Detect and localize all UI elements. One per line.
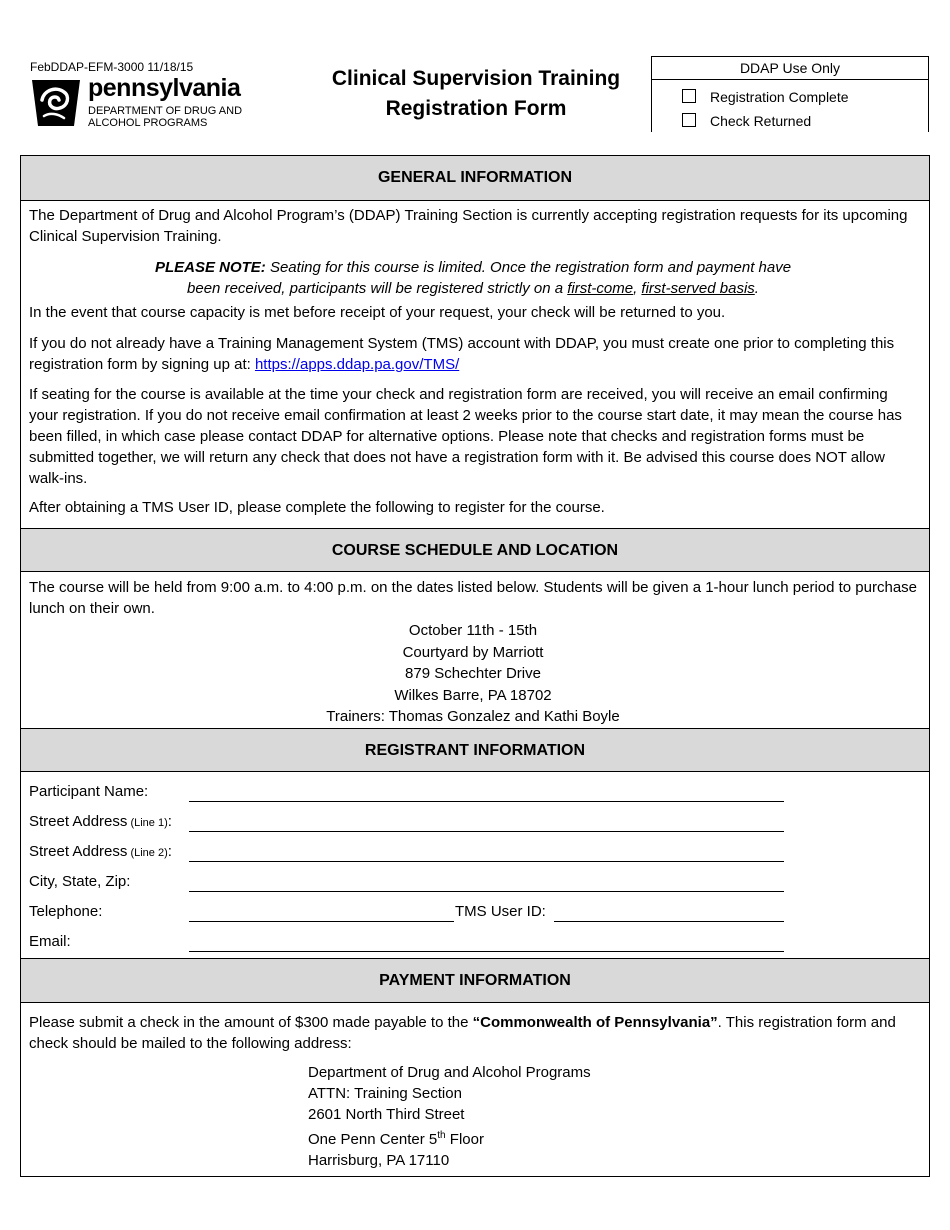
- logo-dept-line1: DEPARTMENT OF DRUG AND: [88, 105, 243, 117]
- address-line3: 2601 North Third Street: [308, 1106, 465, 1123]
- registration-complete-option[interactable]: [682, 89, 849, 105]
- form-title: [320, 64, 632, 124]
- please-note-line1: Seating for this course is limited. Once the registration form and payment have: [265, 259, 792, 276]
- schedule-trainers: Trainers: Thomas Gonzalez and Kathi Boyle: [326, 708, 620, 725]
- form-body: [20, 155, 930, 1177]
- schedule-dates: October 11th - 15th: [408, 622, 538, 639]
- check-returned-checkbox[interactable]: [682, 113, 696, 127]
- street1-label-text: Street Address: [29, 813, 128, 830]
- street2-field[interactable]: [189, 861, 784, 862]
- address-line4-text: One Penn Center 5: [308, 1131, 438, 1148]
- check-returned-label: Check Returned: [710, 113, 812, 129]
- tms-signup-link[interactable]: https://apps.ddap.pa.gov/TMS/: [254, 356, 460, 373]
- form-title-line2: Registration Form: [385, 97, 567, 120]
- general-para-intro: The Department of Drug and Alcohol Program’s (DDAP) Training Section is currently accepting registration requests for its upcoming Clinical Supervision Training.: [29, 207, 908, 245]
- tms-user-id-field[interactable]: [554, 921, 784, 922]
- street1-line-note: (Line 1): [127, 817, 168, 829]
- general-para-tms: [29, 333, 917, 375]
- ordinal-suffix: th: [437, 1130, 446, 1141]
- schedule-street: 879 Schechter Drive: [405, 665, 541, 682]
- please-note-line2: been received, participants will be registered strictly on a: [187, 280, 568, 297]
- ddap-use-only-box: [651, 56, 929, 132]
- registrant-heading: REGISTRANT INFORMATION: [21, 728, 929, 772]
- pa-logo: [30, 74, 245, 130]
- schedule-para: The course will be held from 9:00 a.m. to 4:00 p.m. on the dates listed below. Students will be given a 1-hour lunch period to purchase lunch on their own.: [29, 579, 918, 617]
- form-id: FebDDAP-EFM-3000 11/18/15: [30, 60, 194, 74]
- please-note: [29, 257, 917, 299]
- city-state-zip-field[interactable]: [189, 891, 784, 892]
- first-served-text: first-served basis: [641, 280, 755, 297]
- address-line5: Harrisburg, PA 17110: [308, 1152, 450, 1169]
- street1-colon: :: [167, 813, 172, 830]
- logo-wordmark: pennsylvania: [88, 74, 241, 102]
- logo-dept-line2: ALCOHOL PROGRAMS: [88, 117, 208, 129]
- ddap-box-title: DDAP Use Only: [652, 57, 928, 80]
- payment-heading: PAYMENT INFORMATION: [21, 958, 929, 1003]
- please-note-label: PLEASE NOTE:: [154, 259, 266, 276]
- general-para-confirmation: If seating for the course is available at the time your check and registration form are received, you will receive an email confirming your registration. If you do not receive email confirmation at least 2 weeks prior to the course start date, it may mean the course has been filled, in which case please contact DDAP for alternative options. Please note that checks and registration forms must be submitted together, we will return any check that does not have a registration form with it. Be advised this course does NOT allow walk-ins.: [29, 386, 902, 487]
- payment-instructions-end: . This registration form and check should be mailed to the following address:: [29, 1014, 896, 1052]
- street2-label: [29, 843, 172, 860]
- participant-name-field[interactable]: [189, 801, 784, 802]
- street2-colon: :: [167, 843, 172, 860]
- payee-name: “Commonwealth of Pennsylvania”: [472, 1014, 718, 1031]
- general-para-capacity: In the event that course capacity is met before receipt of your request, your check will be returned to you.: [29, 304, 726, 321]
- comma: ,: [633, 280, 642, 297]
- email-label: Email:: [29, 933, 71, 950]
- payment-para: [29, 1012, 917, 1054]
- email-field[interactable]: [189, 951, 784, 952]
- street2-line-note: (Line 2): [127, 847, 168, 859]
- street2-label-text: Street Address: [29, 843, 128, 860]
- general-para-next-step: After obtaining a TMS User ID, please complete the following to register for the course.: [29, 499, 605, 516]
- logo-department: [88, 105, 242, 129]
- form-title-line1: Clinical Supervision Training: [331, 67, 621, 90]
- address-line1: Department of Drug and Alcohol Programs: [308, 1064, 591, 1081]
- registration-complete-checkbox[interactable]: [682, 89, 696, 103]
- first-come-text: first-come: [567, 280, 634, 297]
- mailing-address: [308, 1062, 591, 1171]
- registration-complete-label: Registration Complete: [710, 89, 849, 105]
- period: .: [754, 280, 759, 297]
- street1-label: [29, 813, 172, 830]
- telephone-field[interactable]: [189, 921, 454, 922]
- schedule-city: Wilkes Barre, PA 18702: [394, 687, 552, 704]
- city-state-zip-label: City, State, Zip:: [29, 873, 131, 890]
- address-floor: Floor: [445, 1131, 484, 1148]
- participant-name-label: Participant Name:: [29, 783, 149, 800]
- schedule-venue: Courtyard by Marriott: [402, 644, 544, 661]
- payment-instructions: Please submit a check in the amount of $300 made payable to the: [29, 1014, 473, 1031]
- keystone-logo-icon: [30, 78, 82, 128]
- general-info-heading: GENERAL INFORMATION: [21, 156, 929, 201]
- tms-instructions: If you do not already have a Training Management System (TMS) account with DDAP, you must create one prior to completing this registration form by signing up at:: [29, 335, 895, 373]
- telephone-label: Telephone:: [29, 903, 103, 920]
- schedule-heading: COURSE SCHEDULE AND LOCATION: [21, 528, 929, 572]
- tms-user-id-label: TMS User ID:: [455, 903, 546, 920]
- check-returned-option[interactable]: [682, 113, 811, 129]
- street1-field[interactable]: [189, 831, 784, 832]
- address-line4: [308, 1125, 591, 1150]
- address-line2: ATTN: Training Section: [308, 1085, 462, 1102]
